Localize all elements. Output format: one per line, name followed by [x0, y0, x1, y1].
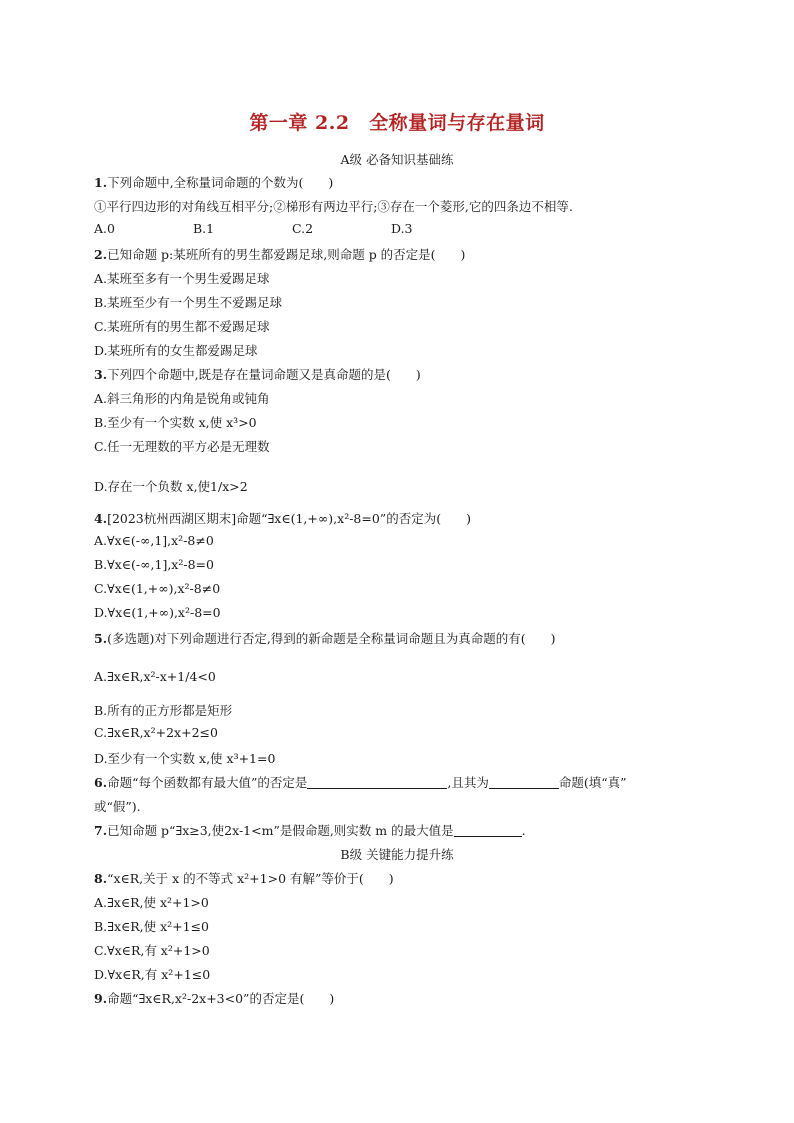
option-c: C.任一无理数的平方必是无理数: [94, 439, 270, 454]
question-1-options: [94, 221, 490, 236]
option-b: B.1: [193, 221, 215, 236]
option-c: C.∀x∈(1,+∞),x²-8≠0: [94, 581, 221, 596]
question-6-continued: 或“假”).: [94, 799, 141, 814]
section-a-heading: A级 必备知识基础练: [340, 152, 454, 167]
option-d: D.∀x∈R,有 x²+1≤0: [94, 967, 211, 982]
question-number: 2.: [94, 247, 108, 262]
option-c: C.2: [292, 221, 314, 236]
option-b: B.∀x∈(-∞,1],x²-8=0: [94, 557, 214, 572]
option-a: A.0: [94, 221, 115, 236]
option-b: B.某班至少有一个男生不爱踢足球: [94, 295, 283, 310]
answer-blank[interactable]: [454, 824, 522, 837]
question-stem: 命题“∃x∈R,x²-2x+3<0”的否定是( ): [107, 991, 335, 1006]
question-7: [94, 821, 526, 839]
option-c: C.∀x∈R,有 x²+1>0: [94, 943, 210, 958]
option-d: D.某班所有的女生都爱踢足球: [94, 343, 258, 358]
question-5: [94, 629, 556, 647]
option-c: C.∃x∈R,x²+2x+2≤0: [94, 725, 218, 740]
question-2: [94, 245, 465, 263]
option-b: B.至少有一个实数 x,使 x³>0: [94, 415, 257, 430]
question-text: 命题(填“真”: [558, 775, 627, 790]
question-stem: 已知命题 p:某班所有的男生都爱踢足球,则命题 p 的否定是( ): [107, 247, 466, 262]
question-number: 1.: [94, 175, 108, 190]
question-number: 9.: [94, 991, 108, 1006]
question-9: [94, 989, 334, 1007]
question-6: [94, 773, 627, 791]
question-3: [94, 365, 421, 383]
option-a: A.斜三角形的内角是锐角或钝角: [94, 391, 270, 406]
question-8: [94, 869, 394, 887]
question-text: .: [521, 823, 526, 838]
answer-blank[interactable]: [489, 776, 559, 789]
question-stem: (多选题)对下列命题进行否定,得到的新命题是全称量词命题且为真命题的有( ): [107, 631, 556, 646]
question-stem: [2023杭州西湖区期末]命题“∃x∈(1,+∞),x²-8=0”的否定为( ): [107, 511, 471, 526]
question-number: 3.: [94, 367, 108, 382]
option-b: B.所有的正方形都是矩形: [94, 703, 233, 718]
question-stem: 下列命题中,全称量词命题的个数为( ): [107, 175, 334, 190]
option-a: A.∃x∈R,使 x²+1>0: [94, 895, 209, 910]
section-b-heading: B级 关键能力提升练: [340, 847, 454, 862]
question-number: 4.: [94, 511, 108, 526]
option-a: A.∃x∈R,x²-x+1/4<0: [94, 669, 216, 684]
answer-blank[interactable]: [307, 776, 447, 789]
option-a: A.∀x∈(-∞,1],x²-8≠0: [94, 533, 214, 548]
question-stem: 下列四个命题中,既是存在量词命题又是真命题的是( ): [107, 367, 421, 382]
question-text: 命题“每个函数都有最大值”的否定是: [107, 775, 308, 790]
question-1-statements: ①平行四边形的对角线互相平分;②梯形有两边平行;③存在一个菱形,它的四条边不相等.: [94, 199, 573, 214]
option-c: C.某班所有的男生都不爱踢足球: [94, 319, 270, 334]
question-number: 7.: [94, 823, 108, 838]
question-text: 已知命题 p“∃x≥3,使2x-1<m”是假命题,则实数 m 的最大值是: [107, 823, 454, 838]
option-a: A.某班至多有一个男生爱踢足球: [94, 271, 270, 286]
question-4: [94, 509, 471, 527]
page-title: 第一章 2.2 全称量词与存在量词: [249, 112, 545, 134]
question-number: 6.: [94, 775, 108, 790]
question-stem: “x∈R,关于 x 的不等式 x²+1>0 有解”等价于( ): [107, 871, 394, 886]
option-d: D.存在一个负数 x,使1/x>2: [94, 479, 248, 494]
option-d: D.∀x∈(1,+∞),x²-8=0: [94, 605, 221, 620]
question-number: 8.: [94, 871, 108, 886]
question-number: 5.: [94, 631, 108, 646]
option-b: B.∃x∈R,使 x²+1≤0: [94, 919, 210, 934]
question-text: ,且其为: [447, 775, 489, 790]
option-d: D.至少有一个实数 x,使 x³+1=0: [94, 751, 276, 766]
question-1: [94, 173, 333, 191]
option-d: D.3: [391, 221, 413, 236]
